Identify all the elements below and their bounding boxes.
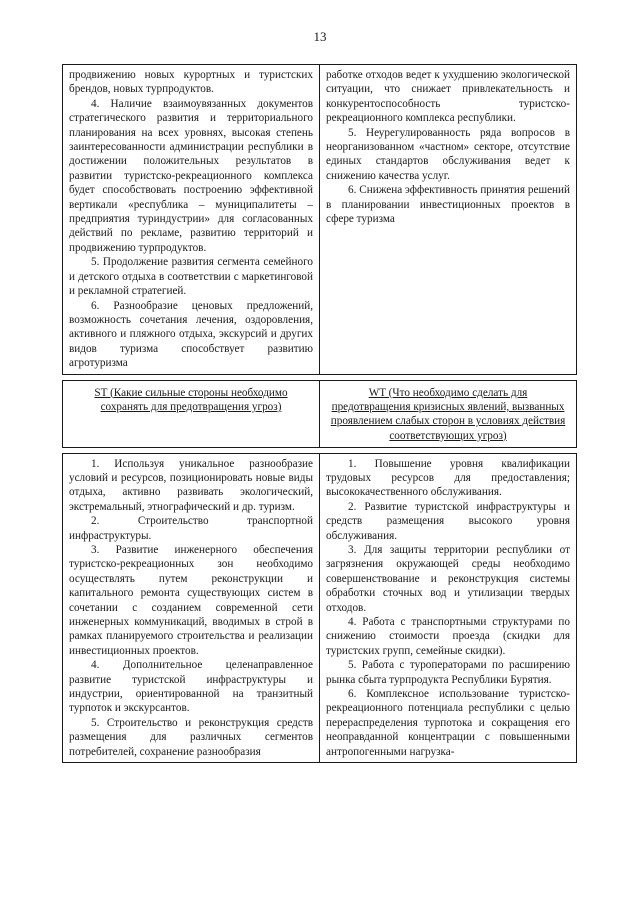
st-paragraph: 4. Дополнительное целенаправленное развитие туристской инфраструктуры и индустрии, ориентированной на транзитный турпоток и экскурсантов.	[69, 659, 313, 715]
swot-table	[62, 64, 577, 763]
wt-cell	[320, 453, 577, 763]
st-paragraph: 2. Строительство транспортной инфраструктуры.	[69, 515, 313, 542]
st-paragraph: 1. Используя уникальное разнообразие условий и ресурсов, позиционировать новые виды отдыха, активно развивать экологический, экстремальный, этнографический и др. туризм.	[69, 457, 313, 513]
st-cell	[63, 453, 320, 763]
header-row	[63, 380, 577, 447]
wt-paragraph: 2. Развитие туристской инфраструктуры и средств размещения высокого уровня обслуживания.	[326, 500, 570, 542]
so-paragraph: 6. Разнообразие ценовых предложений, возможность сочетания лечения, оздоровления, активного и пляжного отдыха, экскурсий и других видов туризма способствует развитию агротуризма	[69, 299, 313, 370]
wo-cell	[320, 65, 577, 375]
st-header-cell	[63, 380, 320, 447]
so-paragraph: продвижению новых курортных и туристских брендов, новых турпродуктов.	[69, 69, 313, 96]
wt-header: WT (Что необходимо сделать для предотвращения кризисных явлений, вызванных проявлением слабых сторон в условиях действия соответствующих угроз)	[330, 386, 566, 442]
st-header: ST (Какие сильные стороны необходимо сохранять для предотвращения угроз)	[94, 386, 288, 413]
wo-paragraph: 5. Неурегулированность ряда вопросов в неорганизованном «частном» секторе, отсутствие единых стандартов обслуживания ведет к снижению качества услуг.	[326, 126, 570, 182]
so-cell	[63, 65, 320, 375]
wo-paragraph: работке отходов ведет к ухудшению экологической ситуации, что снижает привлекательность и конкурентоспособность туристско-рекреационного комплекса республики.	[326, 69, 570, 125]
wt-header-cell	[320, 380, 577, 447]
so-paragraph: 4. Наличие взаимоувязанных документов стратегического развития и территориального планирования на всех уровнях, высокая степень заинтересованности администрации республики в достижении положительных результатов в развитии туристско-рекреационного комплекса будет способствовать построению эффективной вертикали «республика – муниципалитеты – предприятия туриндустрии» для согласованных действий по рекламе, развитию территорий и продвижению турпродуктов.	[69, 97, 313, 254]
wo-paragraph: 6. Снижена эффективность принятия решений в планировании инвестиционных проектов в сфере туризма	[326, 184, 570, 226]
wt-paragraph: 1. Повышение уровня квалификации трудовых ресурсов для предоставления; высококачественного обслуживания.	[326, 457, 570, 499]
opportunities-threats-row	[63, 65, 577, 375]
wt-paragraph: 5. Работа с туроператорами по расширению рынка сбыта турпродукта Республики Бурятия.	[326, 659, 570, 686]
wt-paragraph: 3. Для защиты территории республики от загрязнения окружающей среды необходимо совершенствование и реконструкция системы обработки сточных вод и утилизации твердых отходов.	[326, 543, 570, 614]
wt-paragraph: 4. Работа с транспортными структурами по снижению стоимости проезда (скидки для туристских групп, семейные скидки).	[326, 616, 570, 657]
st-paragraph: 3. Развитие инженерного обеспечения туристско-рекреационных зон необходимо осуществлять путем реконструкции и капитального ремонта существующих систем в сочетании с созданием современной сети инженерных коммуникаций, вводимых в строй в рамках планируемого строительства и реализации инвестиционных проектов.	[69, 543, 313, 657]
st-paragraph: 5. Строительство и реконструкция средств размещения для различных сегментов потребителей, сохранение разнообразия	[69, 716, 313, 758]
strategies-row	[63, 453, 577, 763]
page-number: 13	[313, 29, 327, 44]
wt-paragraph: 6. Комплексное использование туристско-рекреационного потенциала республики с целью перераспределения турпотока и сокращения его неоправданной концентрации с повышенными антропогенными нагрузка-	[326, 688, 570, 758]
so-paragraph: 5. Продолжение развития сегмента семейного и детского отдыха в соответствии с маркетинговой и рекламной стратегией.	[69, 256, 313, 298]
